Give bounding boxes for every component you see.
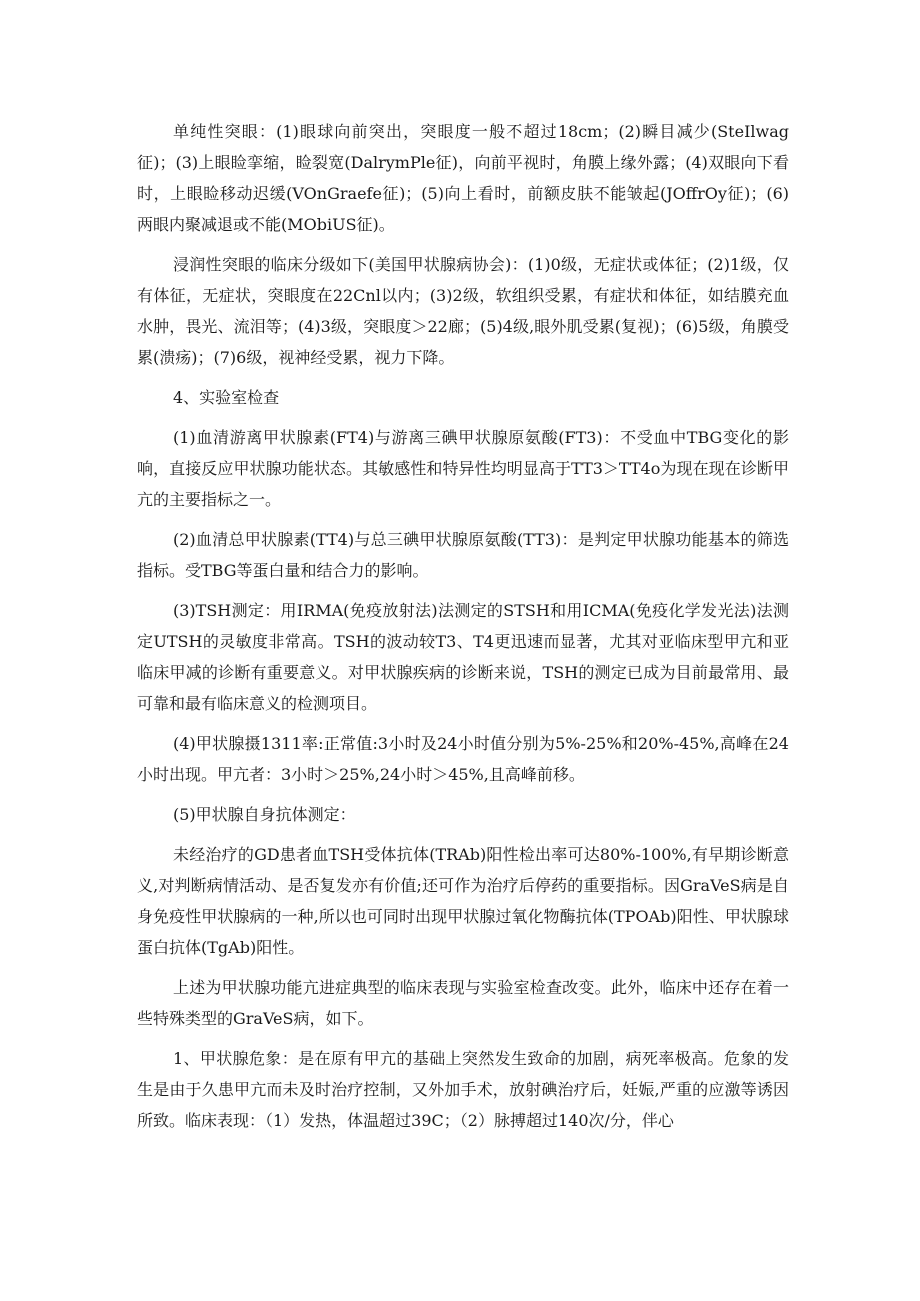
paragraph-infiltrative-exophthalmos-grading: 浸润性突眼的临床分级如下(美国甲状腺病协会)：(1)0级，无症状或体征；(2)1级，仅有体征，无症状，突眼度在22Cnl以内；(3)2级，软组织受累，有症状和体征，如结膜充血水肿，畏光、流泪等；(4)3级，突眼度＞22廊；(5)4级,眼外肌受累(复视)；(6)5级，角膜受累(溃疡)；(7)6级，视神经受累，视力下降。 [137,255,789,367]
paragraph-ft4-ft3: (1)血清游离甲状腺素(FT4)与游离三碘甲状腺原氨酸(FT3)：不受血中TBG变化的影响，直接反应甲状腺功能状态。其敏感性和特异性均明显高于TT3＞TT4o为现在现在诊断甲亢的主要指标之一。 [137,428,789,509]
paragraph-tsh-test: (3)TSH测定：用IRMA(免疫放射法)法测定的STSH和用ICMA(免疫化学发光法)法测定UTSH的灵敏度非常高。TSH的波动较T3、T4更迅速而显著，尤其对亚临床型甲亢和亚临床甲减的诊断有重要意义。对甲状腺疾病的诊断来说，TSH的测定已成为目前最常用、最可靠和最有临床意义的检测项目。 [137,601,789,713]
document-body [137,116,789,1145]
paragraph-tt4-tt3: (2)血清总甲状腺素(TT4)与总三碘甲状腺原氨酸(TT3)：是判定甲状腺功能基本的筛选指标。受TBG等蛋白量和结合力的影响。 [137,530,789,580]
paragraph-trab-antibody: 未经治疗的GD患者血TSH受体抗体(TRAb)阳性检出率可达80%-100%,有早期诊断意义,对判断病情活动、是否复发亦有价值;还可作为治疗后停药的重要指标。因GraVeS病是自身免疫性甲状腺病的一种,所以也可同时出现甲状腺过氧化物酶抗体(TPOAb)阳性、甲状腺球蛋白抗体(TgAb)阳性。 [137,845,789,957]
paragraph-simple-exophthalmos: 单纯性突眼：(1)眼球向前突出，突眼度一般不超过18cm；(2)瞬目减少(SteIlwag征)；(3)上眼睑挛缩，睑裂宽(DalrymPle征)，向前平视时，角膜上缘外露；(4)双眼向下看时，上眼睑移动迟缓(VOnGraefe征)；(5)向上看时，前额皮肤不能皱起(JOffrOy征)；(6)两眼内聚减退或不能(MObiUS征)。 [137,122,789,234]
paragraph-thyroid-crisis: 1、甲状腺危象：是在原有甲亢的基础上突然发生致命的加剧，病死率极高。危象的发生是由于久患甲亢而未及时治疗控制，又外加手术，放射碘治疗后，妊娠,严重的应激等诱因所致。临床表现：（1）发热，体温超过39C；（2）脉搏超过140次/分，伴心 [137,1049,789,1130]
paragraph-summary: 上述为甲状腺功能亢进症典型的临床表现与实验室检查改变。此外，临床中还存在着一些特殊类型的GraVeS病，如下。 [137,978,789,1028]
paragraph-autoantibody-heading: (5)甲状腺自身抗体测定： [173,805,356,824]
paragraph-iodine-uptake: (4)甲状腺摄1311率:正常值:3小时及24小时值分别为5%-25%和20%-45%,高峰在24小时出现。甲亢者：3小时＞25%,24小时＞45%,且高峰前移。 [137,734,789,784]
section-heading-lab-tests: 4、实验室检查 [173,388,280,407]
